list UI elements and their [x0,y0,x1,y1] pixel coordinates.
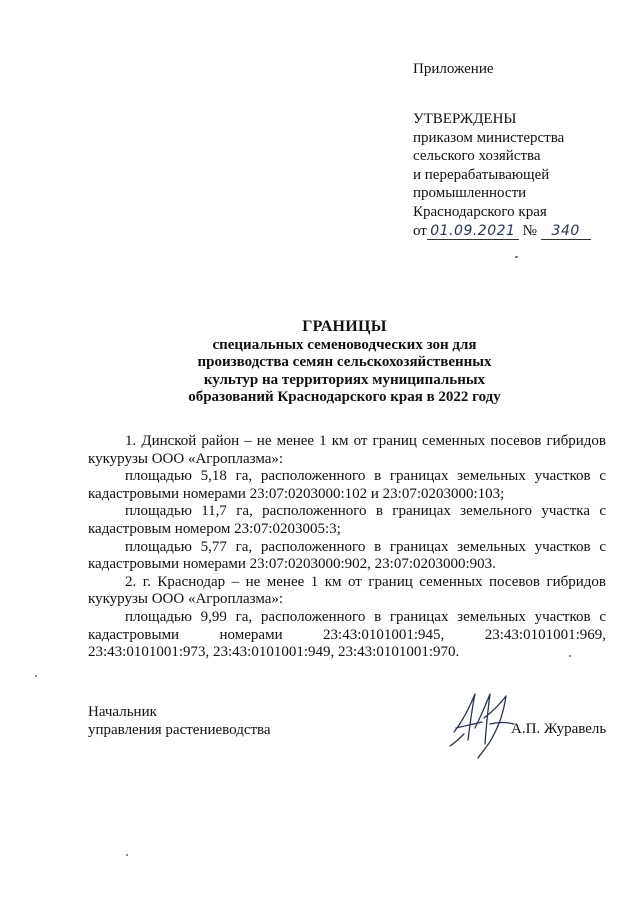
body-paragraph: площадью 9,99 га, расположенного в границах земельных участков с кадастровыми номерами 23:43:0101001:945, 23:43:0101001:969, [88,608,606,643]
body-paragraph-continuation: 23:43:0101001:973, 23:43:0101001:949, 23:43:0101001:970. [88,644,460,661]
body-paragraph: 1. Динской район – не менее 1 км от границ семенных посевов гибридов кукурузы ООО «Агроплазма»: [88,433,606,467]
signatory-name: А.П. Журавель [511,721,607,737]
scan-speck [126,854,128,856]
document-title [150,318,539,406]
title-line: культур на территориях муниципальных [203,371,486,388]
approval-line: Краснодарского края [413,203,547,220]
title-line: специальных семеноводческих зон для [212,337,477,354]
scan-speck [515,256,518,258]
position-line: управления растениеводства [88,721,271,738]
order-date-line [413,222,633,241]
position-line: Начальник [88,704,157,720]
body-paragraph: площадью 11,7 га, расположенного в границах земельного участка с кадастровым номером 23:07:0203005:3; [88,503,606,537]
scan-speck [35,675,37,677]
approval-line: сельского хозяйства [413,148,541,165]
approval-line: приказом министерства [413,129,565,146]
order-number: 340 [541,224,591,240]
body-paragraph: площадью 5,18 га, расположенного в границах земельных участков с кадастровыми номерами 23:07:0203000:102 и 23:07:0203000:103; [88,468,606,502]
signatory-position [88,704,271,739]
approved-heading: УТВЕРЖДЕНЫ [413,111,517,127]
title-line: производства семян сельскохозяйственных [197,354,492,371]
body-paragraph: площадью 5,77 га, расположенного в границах земельных участков с кадастровыми номерами 23:07:0203000:902, 23:07:0203000:903. [88,538,606,573]
appendix-label: Приложение [413,61,494,77]
body-paragraph: 2. г. Краснодар – не менее 1 км от границ семенных посевов гибридов кукурузы ООО «Агроплазма»: [88,573,606,608]
approval-block [413,110,633,240]
order-date: 01.09.2021 [427,224,519,240]
date-prefix: от [413,222,427,239]
approval-line: промышленности [413,185,527,202]
number-prefix: № [522,222,537,239]
title-line: образований Краснодарского края в 2022 году [188,388,501,405]
approval-line: и перерабатывающей [413,166,550,183]
document-body [88,433,606,662]
title-main: ГРАНИЦЫ [302,318,387,335]
